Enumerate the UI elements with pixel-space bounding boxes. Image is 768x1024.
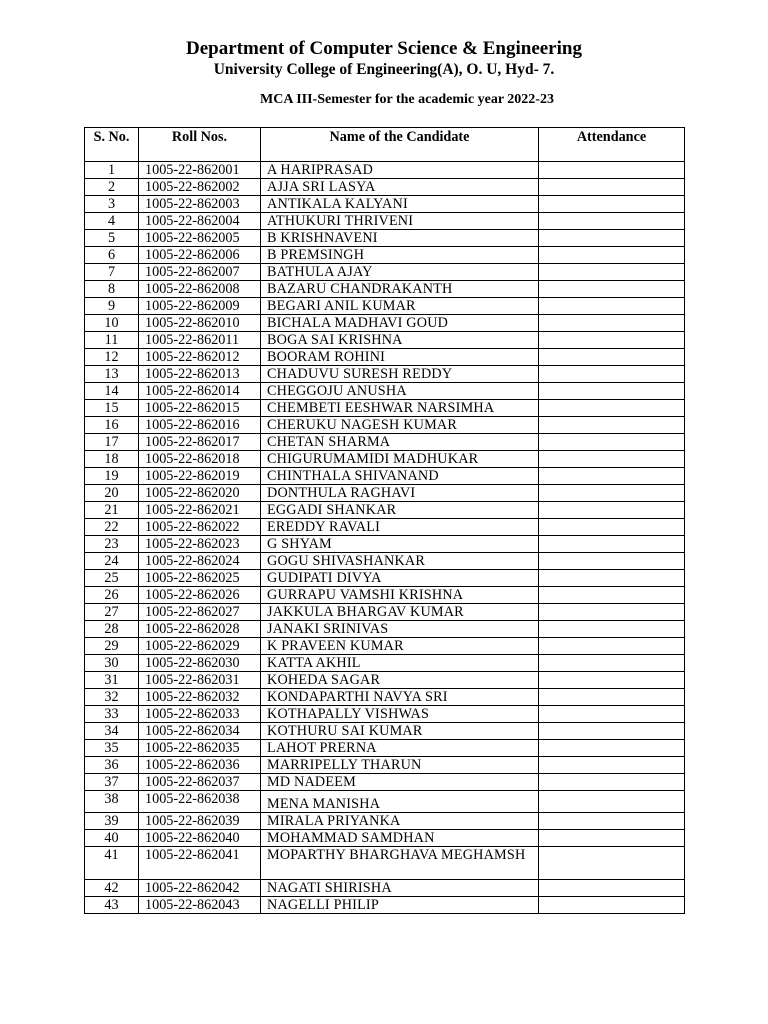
table-row [85,689,685,706]
candidate-name-cell: MIRALA PRIYANKA [261,813,539,830]
roll-number-cell: 1005-22-862011 [139,332,261,349]
table-row [85,332,685,349]
candidate-name-cell: KOTHAPALLY VISHWAS [261,706,539,723]
sno-cell: 1 [85,162,139,179]
roll-number-cell: 1005-22-862006 [139,247,261,264]
sno-cell: 43 [85,897,139,914]
candidate-name-cell: GURRAPU VAMSHI KRISHNA [261,587,539,604]
candidate-name-cell: ATHUKURI THRIVENI [261,213,539,230]
roll-number-cell: 1005-22-862041 [139,847,261,880]
attendance-cell [539,638,685,655]
table-row [85,179,685,196]
candidate-name-cell: ANTIKALA KALYANI [261,196,539,213]
table-row [85,162,685,179]
attendance-cell [539,230,685,247]
attendance-cell [539,298,685,315]
candidate-name-cell: KATTA AKHIL [261,655,539,672]
candidate-name-cell: MENA MANISHA [261,791,539,813]
attendance-cell [539,621,685,638]
column-header-name: Name of the Candidate [261,128,539,162]
table-row [85,366,685,383]
table-row [85,383,685,400]
attendance-cell [539,757,685,774]
attendance-cell [539,247,685,264]
candidate-name-cell: B KRISHNAVENI [261,230,539,247]
sno-cell: 19 [85,468,139,485]
attendance-cell [539,162,685,179]
column-header-attendance: Attendance [539,128,685,162]
candidate-name-cell: K PRAVEEN KUMAR [261,638,539,655]
sno-cell: 22 [85,519,139,536]
candidate-name-cell: MARRIPELLY THARUN [261,757,539,774]
department-title: Department of Computer Science & Engineering [186,38,582,59]
column-header-roll: Roll Nos. [139,128,261,162]
candidate-name-cell: GUDIPATI DIVYA [261,570,539,587]
table-row [85,897,685,914]
roll-number-cell: 1005-22-862003 [139,196,261,213]
candidate-name-cell: B PREMSINGH [261,247,539,264]
roll-number-cell: 1005-22-862030 [139,655,261,672]
attendance-cell [539,847,685,880]
roll-number-cell: 1005-22-862042 [139,880,261,897]
attendance-cell [539,451,685,468]
sno-cell: 24 [85,553,139,570]
attendance-cell [539,830,685,847]
sno-cell: 41 [85,847,139,880]
candidate-name-cell: DONTHULA RAGHAVI [261,485,539,502]
table-row [85,519,685,536]
roll-number-cell: 1005-22-862005 [139,230,261,247]
attendance-cell [539,519,685,536]
attendance-table [84,127,685,914]
candidate-name-cell: KOHEDA SAGAR [261,672,539,689]
table-row [85,213,685,230]
sno-cell: 28 [85,621,139,638]
candidate-name-cell: CHINTHALA SHIVANAND [261,468,539,485]
table-row [85,434,685,451]
sno-cell: 39 [85,813,139,830]
sno-cell: 7 [85,264,139,281]
attendance-cell [539,604,685,621]
sno-cell: 38 [85,791,139,813]
attendance-cell [539,570,685,587]
attendance-cell [539,383,685,400]
roll-number-cell: 1005-22-862026 [139,587,261,604]
sno-cell: 15 [85,400,139,417]
roll-number-cell: 1005-22-862040 [139,830,261,847]
candidate-name-cell: MD NADEEM [261,774,539,791]
sno-cell: 37 [85,774,139,791]
table-row [85,451,685,468]
table-row [85,400,685,417]
roll-number-cell: 1005-22-862024 [139,553,261,570]
attendance-cell [539,417,685,434]
attendance-cell [539,672,685,689]
roll-number-cell: 1005-22-862020 [139,485,261,502]
roll-number-cell: 1005-22-862008 [139,281,261,298]
sno-cell: 9 [85,298,139,315]
table-row [85,791,685,813]
candidate-name-cell: JANAKI SRINIVAS [261,621,539,638]
roll-number-cell: 1005-22-862034 [139,723,261,740]
candidate-name-cell: BOGA SAI KRISHNA [261,332,539,349]
sno-cell: 16 [85,417,139,434]
attendance-cell [539,723,685,740]
candidate-name-cell: BATHULA AJAY [261,264,539,281]
candidate-name-cell: MOPARTHY BHARGHAVA MEGHAMSH [261,847,539,880]
attendance-cell [539,485,685,502]
roll-number-cell: 1005-22-862016 [139,417,261,434]
roll-number-cell: 1005-22-862013 [139,366,261,383]
table-row [85,757,685,774]
table-row [85,230,685,247]
roll-number-cell: 1005-22-862019 [139,468,261,485]
attendance-cell [539,553,685,570]
candidate-name-cell: CHEMBETI EESHWAR NARSIMHA [261,400,539,417]
table-row [85,570,685,587]
attendance-cell [539,349,685,366]
roll-number-cell: 1005-22-862039 [139,813,261,830]
table-header-row [85,128,685,162]
attendance-cell [539,366,685,383]
attendance-cell [539,400,685,417]
table-row [85,706,685,723]
table-row [85,264,685,281]
roll-number-cell: 1005-22-862012 [139,349,261,366]
candidate-name-cell: JAKKULA BHARGAV KUMAR [261,604,539,621]
attendance-cell [539,502,685,519]
attendance-cell [539,213,685,230]
roll-number-cell: 1005-22-862029 [139,638,261,655]
candidate-name-cell: NAGELLI PHILIP [261,897,539,914]
roll-number-cell: 1005-22-862043 [139,897,261,914]
attendance-cell [539,689,685,706]
candidate-name-cell: EGGADI SHANKAR [261,502,539,519]
attendance-cell [539,332,685,349]
attendance-cell [539,434,685,451]
table-row [85,281,685,298]
roll-number-cell: 1005-22-862001 [139,162,261,179]
candidate-name-cell: CHETAN SHARMA [261,434,539,451]
roll-number-cell: 1005-22-862010 [139,315,261,332]
sno-cell: 13 [85,366,139,383]
sno-cell: 4 [85,213,139,230]
candidate-name-cell: EREDDY RAVALI [261,519,539,536]
sno-cell: 5 [85,230,139,247]
sno-cell: 6 [85,247,139,264]
table-row [85,723,685,740]
candidate-name-cell: CHERUKU NAGESH KUMAR [261,417,539,434]
roll-number-cell: 1005-22-862023 [139,536,261,553]
candidate-name-cell: BEGARI ANIL KUMAR [261,298,539,315]
roll-number-cell: 1005-22-862032 [139,689,261,706]
sno-cell: 42 [85,880,139,897]
candidate-name-cell: NAGATI SHIRISHA [261,880,539,897]
candidate-name-cell: AJJA SRI LASYA [261,179,539,196]
attendance-cell [539,813,685,830]
candidate-name-cell: G SHYAM [261,536,539,553]
table-row [85,655,685,672]
roll-number-cell: 1005-22-862021 [139,502,261,519]
attendance-cell [539,880,685,897]
sno-cell: 3 [85,196,139,213]
candidate-name-cell: MOHAMMAD SAMDHAN [261,830,539,847]
candidate-name-cell: GOGU SHIVASHANKAR [261,553,539,570]
sno-cell: 40 [85,830,139,847]
attendance-cell [539,196,685,213]
attendance-cell [539,536,685,553]
sno-cell: 33 [85,706,139,723]
candidate-name-cell: CHADUVU SURESH REDDY [261,366,539,383]
candidate-name-cell: LAHOT PRERNA [261,740,539,757]
attendance-cell [539,791,685,813]
table-row [85,880,685,897]
table-row [85,740,685,757]
table-row [85,830,685,847]
sno-cell: 21 [85,502,139,519]
roll-number-cell: 1005-22-862031 [139,672,261,689]
roll-number-cell: 1005-22-862038 [139,791,261,813]
table-row [85,813,685,830]
table-row [85,638,685,655]
roll-number-cell: 1005-22-862036 [139,757,261,774]
table-row [85,196,685,213]
roll-number-cell: 1005-22-862035 [139,740,261,757]
sno-cell: 32 [85,689,139,706]
roll-number-cell: 1005-22-862014 [139,383,261,400]
roll-number-cell: 1005-22-862015 [139,400,261,417]
attendance-cell [539,179,685,196]
sno-cell: 17 [85,434,139,451]
roll-number-cell: 1005-22-862004 [139,213,261,230]
table-row [85,672,685,689]
candidate-name-cell: KONDAPARTHI NAVYA SRI [261,689,539,706]
table-row [85,536,685,553]
candidate-name-cell: A HARIPRASAD [261,162,539,179]
attendance-cell [539,740,685,757]
attendance-cell [539,264,685,281]
table-row [85,349,685,366]
sno-cell: 23 [85,536,139,553]
attendance-cell [539,315,685,332]
sno-cell: 34 [85,723,139,740]
sno-cell: 35 [85,740,139,757]
sno-cell: 29 [85,638,139,655]
attendance-cell [539,897,685,914]
candidate-name-cell: CHIGURUMAMIDI MADHUKAR [261,451,539,468]
roll-number-cell: 1005-22-862027 [139,604,261,621]
roll-number-cell: 1005-22-862018 [139,451,261,468]
attendance-cell [539,706,685,723]
program-title: MCA III-Semester for the academic year 2022-23 [260,92,554,107]
sno-cell: 14 [85,383,139,400]
candidate-name-cell: CHEGGOJU ANUSHA [261,383,539,400]
table-row [85,315,685,332]
table-row [85,298,685,315]
sno-cell: 11 [85,332,139,349]
sno-cell: 10 [85,315,139,332]
table-row [85,604,685,621]
sno-cell: 18 [85,451,139,468]
roll-number-cell: 1005-22-862025 [139,570,261,587]
candidate-name-cell: BOORAM ROHINI [261,349,539,366]
sno-cell: 2 [85,179,139,196]
candidate-name-cell: BICHALA MADHAVI GOUD [261,315,539,332]
attendance-cell [539,281,685,298]
roll-number-cell: 1005-22-862007 [139,264,261,281]
roll-number-cell: 1005-22-862028 [139,621,261,638]
roll-number-cell: 1005-22-862002 [139,179,261,196]
attendance-cell [539,587,685,604]
table-row [85,621,685,638]
table-row [85,774,685,791]
table-row [85,502,685,519]
table-row [85,468,685,485]
sno-cell: 27 [85,604,139,621]
candidate-name-cell: BAZARU CHANDRAKANTH [261,281,539,298]
roll-number-cell: 1005-22-862022 [139,519,261,536]
sno-cell: 12 [85,349,139,366]
candidate-name-cell: KOTHURU SAI KUMAR [261,723,539,740]
table-row [85,247,685,264]
sno-cell: 8 [85,281,139,298]
attendance-cell [539,655,685,672]
sno-cell: 31 [85,672,139,689]
column-header-sno: S. No. [85,128,139,162]
table-row [85,553,685,570]
attendance-cell [539,468,685,485]
table-row [85,485,685,502]
roll-number-cell: 1005-22-862017 [139,434,261,451]
sno-cell: 36 [85,757,139,774]
table-row [85,587,685,604]
table-row [85,847,685,880]
attendance-cell [539,774,685,791]
roll-number-cell: 1005-22-862009 [139,298,261,315]
college-subtitle: University College of Engineering(A), O. U, Hyd- 7. [213,61,555,78]
sno-cell: 25 [85,570,139,587]
roll-number-cell: 1005-22-862037 [139,774,261,791]
table-row [85,417,685,434]
sno-cell: 20 [85,485,139,502]
sno-cell: 26 [85,587,139,604]
roll-number-cell: 1005-22-862033 [139,706,261,723]
sno-cell: 30 [85,655,139,672]
